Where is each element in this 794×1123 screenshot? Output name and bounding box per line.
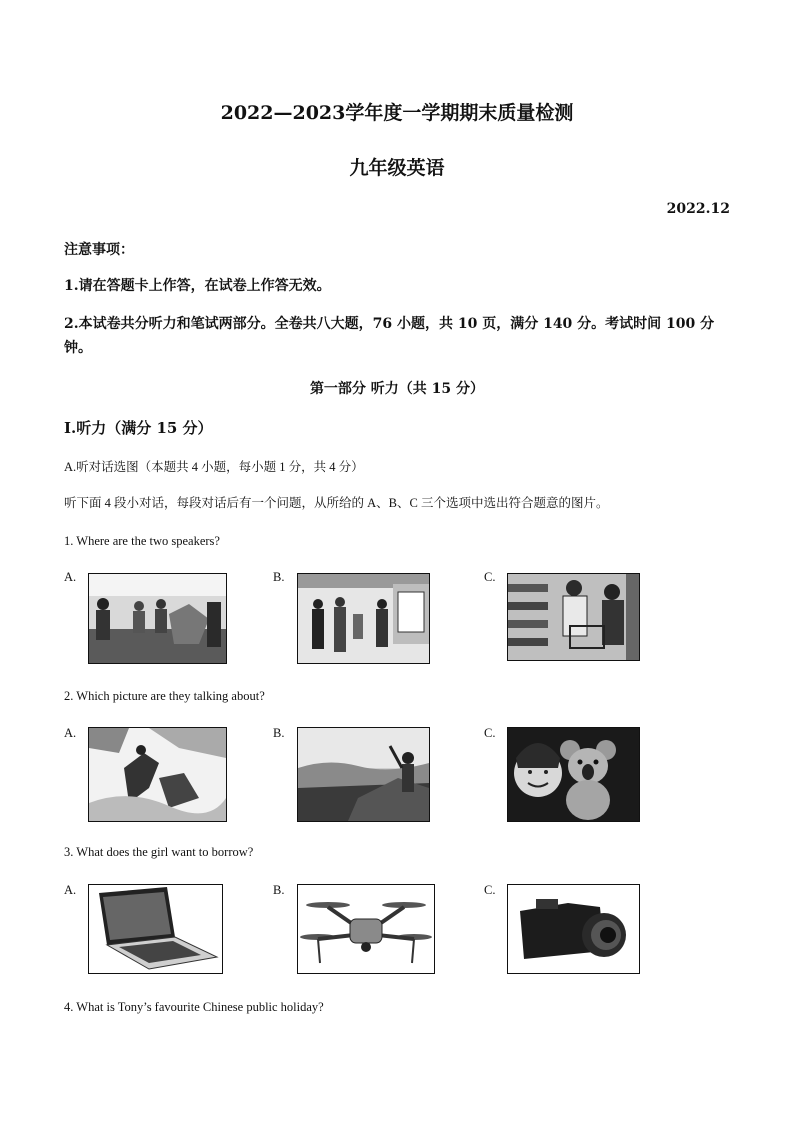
exam-subtitle: 九年级英语 xyxy=(349,157,445,179)
supermarket-scene-icon xyxy=(508,574,639,660)
painting-figures-icon xyxy=(89,728,226,821)
option-label-3a: A. xyxy=(64,883,77,897)
drone-icon xyxy=(298,885,434,973)
option-label-2c: C. xyxy=(484,726,496,740)
option-label-2a: A. xyxy=(64,726,77,740)
question-3: 3. What does the girl want to borrow? xyxy=(64,845,254,859)
picture-3a-laptop[interactable] xyxy=(88,884,223,974)
station-scene-icon xyxy=(298,574,429,663)
question-4: 4. What is Tony’s favourite Chinese public holiday? xyxy=(64,1000,324,1014)
notes-heading: 注意事项： xyxy=(64,242,134,258)
market-scene-icon xyxy=(89,574,226,663)
picture-1b-station[interactable] xyxy=(297,573,430,664)
question-1: 1. Where are the two speakers? xyxy=(64,534,220,548)
picture-2c-koala[interactable] xyxy=(507,727,640,822)
note-item-2: 2.本试卷共分听力和笔试两部分。全卷共八大题，76 小题，共 10 页，满分 140 分。考试时间 100 分钟。 xyxy=(64,316,715,356)
option-label-2b: B. xyxy=(273,726,285,740)
question-2: 2. Which picture are they talking about? xyxy=(64,689,265,703)
option-label-1c: C. xyxy=(484,570,496,584)
picture-3c-camera[interactable] xyxy=(507,884,640,974)
note-item-1: 1.请在答题卡上作答，在试卷上作答无效。 xyxy=(64,278,331,294)
picture-1a-market-stall[interactable] xyxy=(88,573,227,664)
camera-icon xyxy=(508,885,639,973)
laptop-icon xyxy=(89,885,222,973)
subsection-title: A.听对话选图（本题共 4 小题，每小题 1 分，共 4 分） xyxy=(64,460,364,474)
picture-2b-climber[interactable] xyxy=(297,727,430,822)
picture-1c-supermarket[interactable] xyxy=(507,573,640,661)
picture-3b-drone[interactable] xyxy=(297,884,435,974)
mountain-climber-icon xyxy=(298,728,429,821)
exam-title: 2022—2023学年度一学期期末质量检测 xyxy=(220,102,574,124)
option-label-1b: B. xyxy=(273,570,285,584)
instruction-text: 听下面 4 段小对话，每段对话后有一个问题，从所给的 A、B、C 三个选项中选出符合题意的图片。 xyxy=(64,496,609,510)
part-one-title: 第一部分 听力（共 15 分） xyxy=(309,381,485,397)
exam-date: 2022.12 xyxy=(666,201,730,217)
option-label-3c: C. xyxy=(484,883,496,897)
koala-icon xyxy=(508,728,639,821)
option-label-3b: B. xyxy=(273,883,285,897)
picture-2a-painting[interactable] xyxy=(88,727,227,822)
option-label-1a: A. xyxy=(64,570,77,584)
section-title: Ⅰ.听力（满分 15 分） xyxy=(64,419,213,437)
